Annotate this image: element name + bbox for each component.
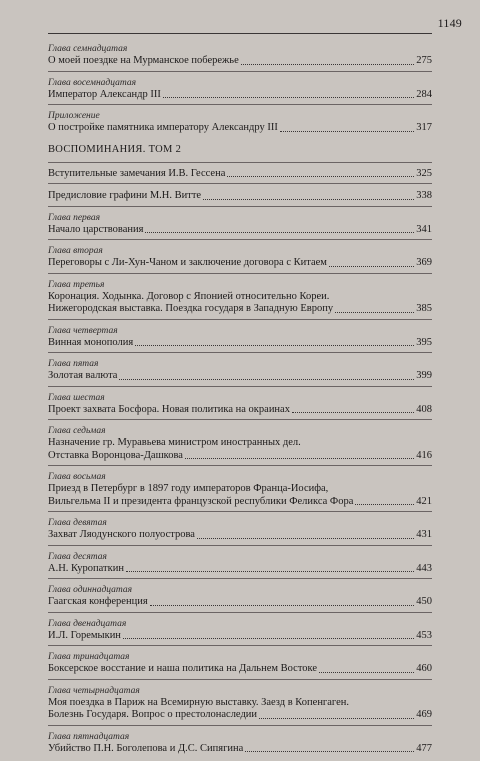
entry-page-number: 399 bbox=[416, 370, 432, 381]
chapter-label: Глава седьмая bbox=[48, 426, 106, 436]
entry-page-number: 443 bbox=[416, 562, 432, 574]
entry-title: О постройке памятника императору Александру III bbox=[48, 122, 278, 133]
dot-leader bbox=[335, 312, 414, 313]
toc-entry bbox=[48, 686, 432, 726]
toc-entry bbox=[48, 359, 432, 387]
entry-row bbox=[48, 743, 432, 756]
entry-row bbox=[48, 190, 432, 203]
separator-rule bbox=[48, 612, 432, 613]
page-number: 1149 bbox=[437, 16, 462, 30]
entry-row bbox=[48, 337, 432, 350]
entry-row bbox=[48, 663, 432, 676]
entry-row bbox=[48, 55, 432, 68]
separator-rule bbox=[48, 162, 432, 163]
toc-entry bbox=[48, 652, 432, 680]
separator-rule bbox=[48, 725, 432, 726]
entry-page-number: 421 bbox=[416, 495, 432, 507]
chapter-label: Глава пятая bbox=[48, 359, 99, 369]
toc-entry bbox=[48, 213, 432, 241]
toc-entry bbox=[48, 280, 432, 320]
separator-rule bbox=[48, 206, 432, 207]
toc-entry bbox=[48, 393, 432, 421]
toc-entry bbox=[48, 168, 432, 185]
entry-row bbox=[48, 168, 432, 181]
toc-entry bbox=[48, 472, 432, 512]
entry-page-number: 338 bbox=[416, 190, 432, 201]
dot-leader bbox=[203, 199, 414, 200]
dot-leader bbox=[241, 64, 414, 65]
entry-row bbox=[48, 630, 432, 643]
separator-rule bbox=[48, 352, 432, 353]
entry-row bbox=[48, 529, 432, 542]
entry-page-number: 408 bbox=[416, 403, 432, 415]
table-of-contents bbox=[48, 44, 432, 761]
chapter-label: Глава третья bbox=[48, 279, 105, 290]
dot-leader bbox=[259, 718, 414, 719]
entry-page-number: 369 bbox=[416, 257, 432, 268]
chapter-label: Глава шестая bbox=[48, 392, 105, 403]
dot-leader bbox=[319, 672, 414, 673]
entry-title-line: Моя поездка в Париж на Всемирную выставку. Заезд в Копенгаген. bbox=[48, 696, 349, 708]
dot-leader bbox=[280, 131, 414, 132]
separator-rule bbox=[48, 545, 432, 546]
toc-entry bbox=[48, 246, 432, 274]
entry-title: Предисловие графини М.Н. Витте bbox=[48, 190, 202, 201]
chapter-label: Приложение bbox=[48, 111, 100, 121]
entry-row bbox=[48, 596, 432, 609]
entry-row bbox=[48, 303, 432, 316]
entry-title-line: Приезд в Петербург в 1897 году императоров Франца-Иосифа, bbox=[48, 483, 329, 494]
chapter-label: Глава первая bbox=[48, 212, 101, 223]
entry-row bbox=[48, 122, 432, 135]
entry-title: Захват Ляодунского полуострова bbox=[48, 529, 195, 540]
entry-row bbox=[48, 370, 432, 383]
dot-leader bbox=[227, 176, 414, 177]
entry-title: Боксерское восстание и наша политика на Дальнем Востоке bbox=[48, 663, 318, 674]
toc-entry bbox=[48, 619, 432, 647]
entry-title: Вильгельма II и президента французской республики Феликса Фора bbox=[48, 495, 354, 507]
toc-entry bbox=[48, 44, 432, 72]
chapter-label: Глава двенадцатая bbox=[48, 618, 127, 629]
separator-rule bbox=[48, 511, 432, 512]
entry-page-number: 416 bbox=[416, 449, 432, 461]
dot-leader bbox=[185, 458, 414, 459]
entry-title: А.Н. Куропаткин bbox=[48, 562, 124, 574]
toc-entry bbox=[48, 78, 432, 106]
separator-rule bbox=[48, 465, 432, 466]
entry-row bbox=[48, 404, 432, 417]
entry-page-number: 450 bbox=[416, 596, 432, 607]
entry-row bbox=[48, 450, 432, 463]
entry-row bbox=[48, 709, 432, 722]
toc-entry bbox=[48, 585, 432, 613]
chapter-label: Глава вторая bbox=[48, 246, 103, 256]
separator-rule bbox=[48, 645, 432, 646]
entry-row bbox=[48, 89, 432, 102]
chapter-label: Глава десятая bbox=[48, 551, 107, 562]
chapter-label: Глава четвертая bbox=[48, 325, 118, 336]
dot-leader bbox=[126, 571, 414, 572]
chapter-label: Глава восьмая bbox=[48, 472, 106, 482]
dot-leader bbox=[145, 232, 414, 233]
entry-page-number: 469 bbox=[416, 709, 432, 720]
separator-rule bbox=[48, 71, 432, 72]
entry-title: Винная монополия bbox=[48, 336, 134, 348]
entry-page-number: 453 bbox=[416, 629, 432, 641]
entry-title: Убийство П.Н. Боголепова и Д.С. Сипягина bbox=[48, 742, 244, 754]
toc-entry bbox=[48, 326, 432, 354]
toc-entry bbox=[48, 552, 432, 580]
entry-title: Переговоры с Ли-Хун-Чаном и заключение договора с Китаем bbox=[48, 257, 327, 268]
dot-leader bbox=[163, 97, 414, 98]
chapter-label: Глава четырнадцатая bbox=[48, 685, 140, 696]
entry-page-number: 385 bbox=[416, 303, 432, 314]
dot-leader bbox=[355, 504, 414, 505]
entry-page-number: 317 bbox=[416, 122, 432, 133]
toc-entry bbox=[48, 111, 432, 135]
entry-title: Проект захвата Босфора. Новая политика на окраинах bbox=[48, 403, 290, 415]
entry-page-number: 325 bbox=[416, 167, 432, 179]
entry-title: Гаагская конференция bbox=[48, 596, 148, 607]
entry-page-number: 431 bbox=[416, 529, 432, 540]
separator-rule bbox=[48, 104, 432, 105]
entry-page-number: 284 bbox=[416, 88, 432, 100]
entry-page-number: 341 bbox=[416, 223, 432, 235]
entry-title: Отставка Воронцова-Дашкова bbox=[48, 449, 183, 461]
separator-rule bbox=[48, 239, 432, 240]
toc-entry bbox=[48, 732, 432, 756]
entry-page-number: 460 bbox=[416, 663, 432, 674]
separator-rule bbox=[48, 679, 432, 680]
chapter-label: Глава восемнадцатая bbox=[48, 77, 137, 88]
entry-title: Начало царствования bbox=[48, 223, 144, 235]
dot-leader bbox=[123, 638, 414, 639]
volume-1-entries bbox=[48, 44, 432, 135]
dot-leader bbox=[245, 751, 414, 752]
volume-2-heading: ВОСПОМИНАНИЯ. ТОМ 2 bbox=[48, 143, 182, 155]
entry-title: О моей поездке на Мурманское побережье bbox=[48, 55, 239, 66]
entry-row bbox=[48, 563, 432, 576]
entry-row bbox=[48, 496, 432, 509]
dot-leader bbox=[329, 266, 414, 267]
dot-leader bbox=[292, 412, 414, 413]
separator-rule bbox=[48, 386, 432, 387]
entry-title: И.Л. Горемыкин bbox=[48, 629, 121, 641]
volume-2-entries bbox=[48, 168, 432, 756]
chapter-label: Глава тринадцатая bbox=[48, 652, 130, 662]
entry-title-line: Коронация. Ходынка. Договор с Японией относительно Кореи. bbox=[48, 290, 330, 302]
dot-leader bbox=[197, 538, 414, 539]
separator-rule bbox=[48, 319, 432, 320]
toc-entry bbox=[48, 190, 432, 207]
chapter-label: Глава девятая bbox=[48, 518, 107, 528]
entry-row bbox=[48, 224, 432, 237]
dot-leader bbox=[150, 605, 415, 606]
entry-page-number: 477 bbox=[416, 742, 432, 754]
entry-title-line: Назначение гр. Муравьева министром иностранных дел. bbox=[48, 437, 301, 448]
header-rule bbox=[48, 33, 432, 34]
entry-row bbox=[48, 257, 432, 270]
separator-rule bbox=[48, 183, 432, 184]
entry-title: Вступительные замечания И.В. Гессена bbox=[48, 167, 226, 179]
separator-rule bbox=[48, 578, 432, 579]
entry-title: Император Александр III bbox=[48, 88, 161, 100]
chapter-label: Глава пятнадцатая bbox=[48, 731, 130, 742]
dot-leader bbox=[119, 379, 414, 380]
chapter-label: Глава одиннадцатая bbox=[48, 585, 133, 595]
entry-title: Золотая валюта bbox=[48, 370, 118, 381]
entry-page-number: 275 bbox=[416, 55, 432, 66]
entry-page-number: 395 bbox=[416, 336, 432, 348]
dot-leader bbox=[135, 345, 414, 346]
toc-entry bbox=[48, 426, 432, 466]
separator-rule bbox=[48, 273, 432, 274]
chapter-label: Глава семнадцатая bbox=[48, 44, 128, 54]
entry-title: Нижегородская выставка. Поездка государя в Западную Европу bbox=[48, 303, 334, 314]
toc-entry bbox=[48, 518, 432, 546]
separator-rule bbox=[48, 419, 432, 420]
entry-title: Болезнь Государя. Вопрос о престолонаследии bbox=[48, 709, 258, 720]
